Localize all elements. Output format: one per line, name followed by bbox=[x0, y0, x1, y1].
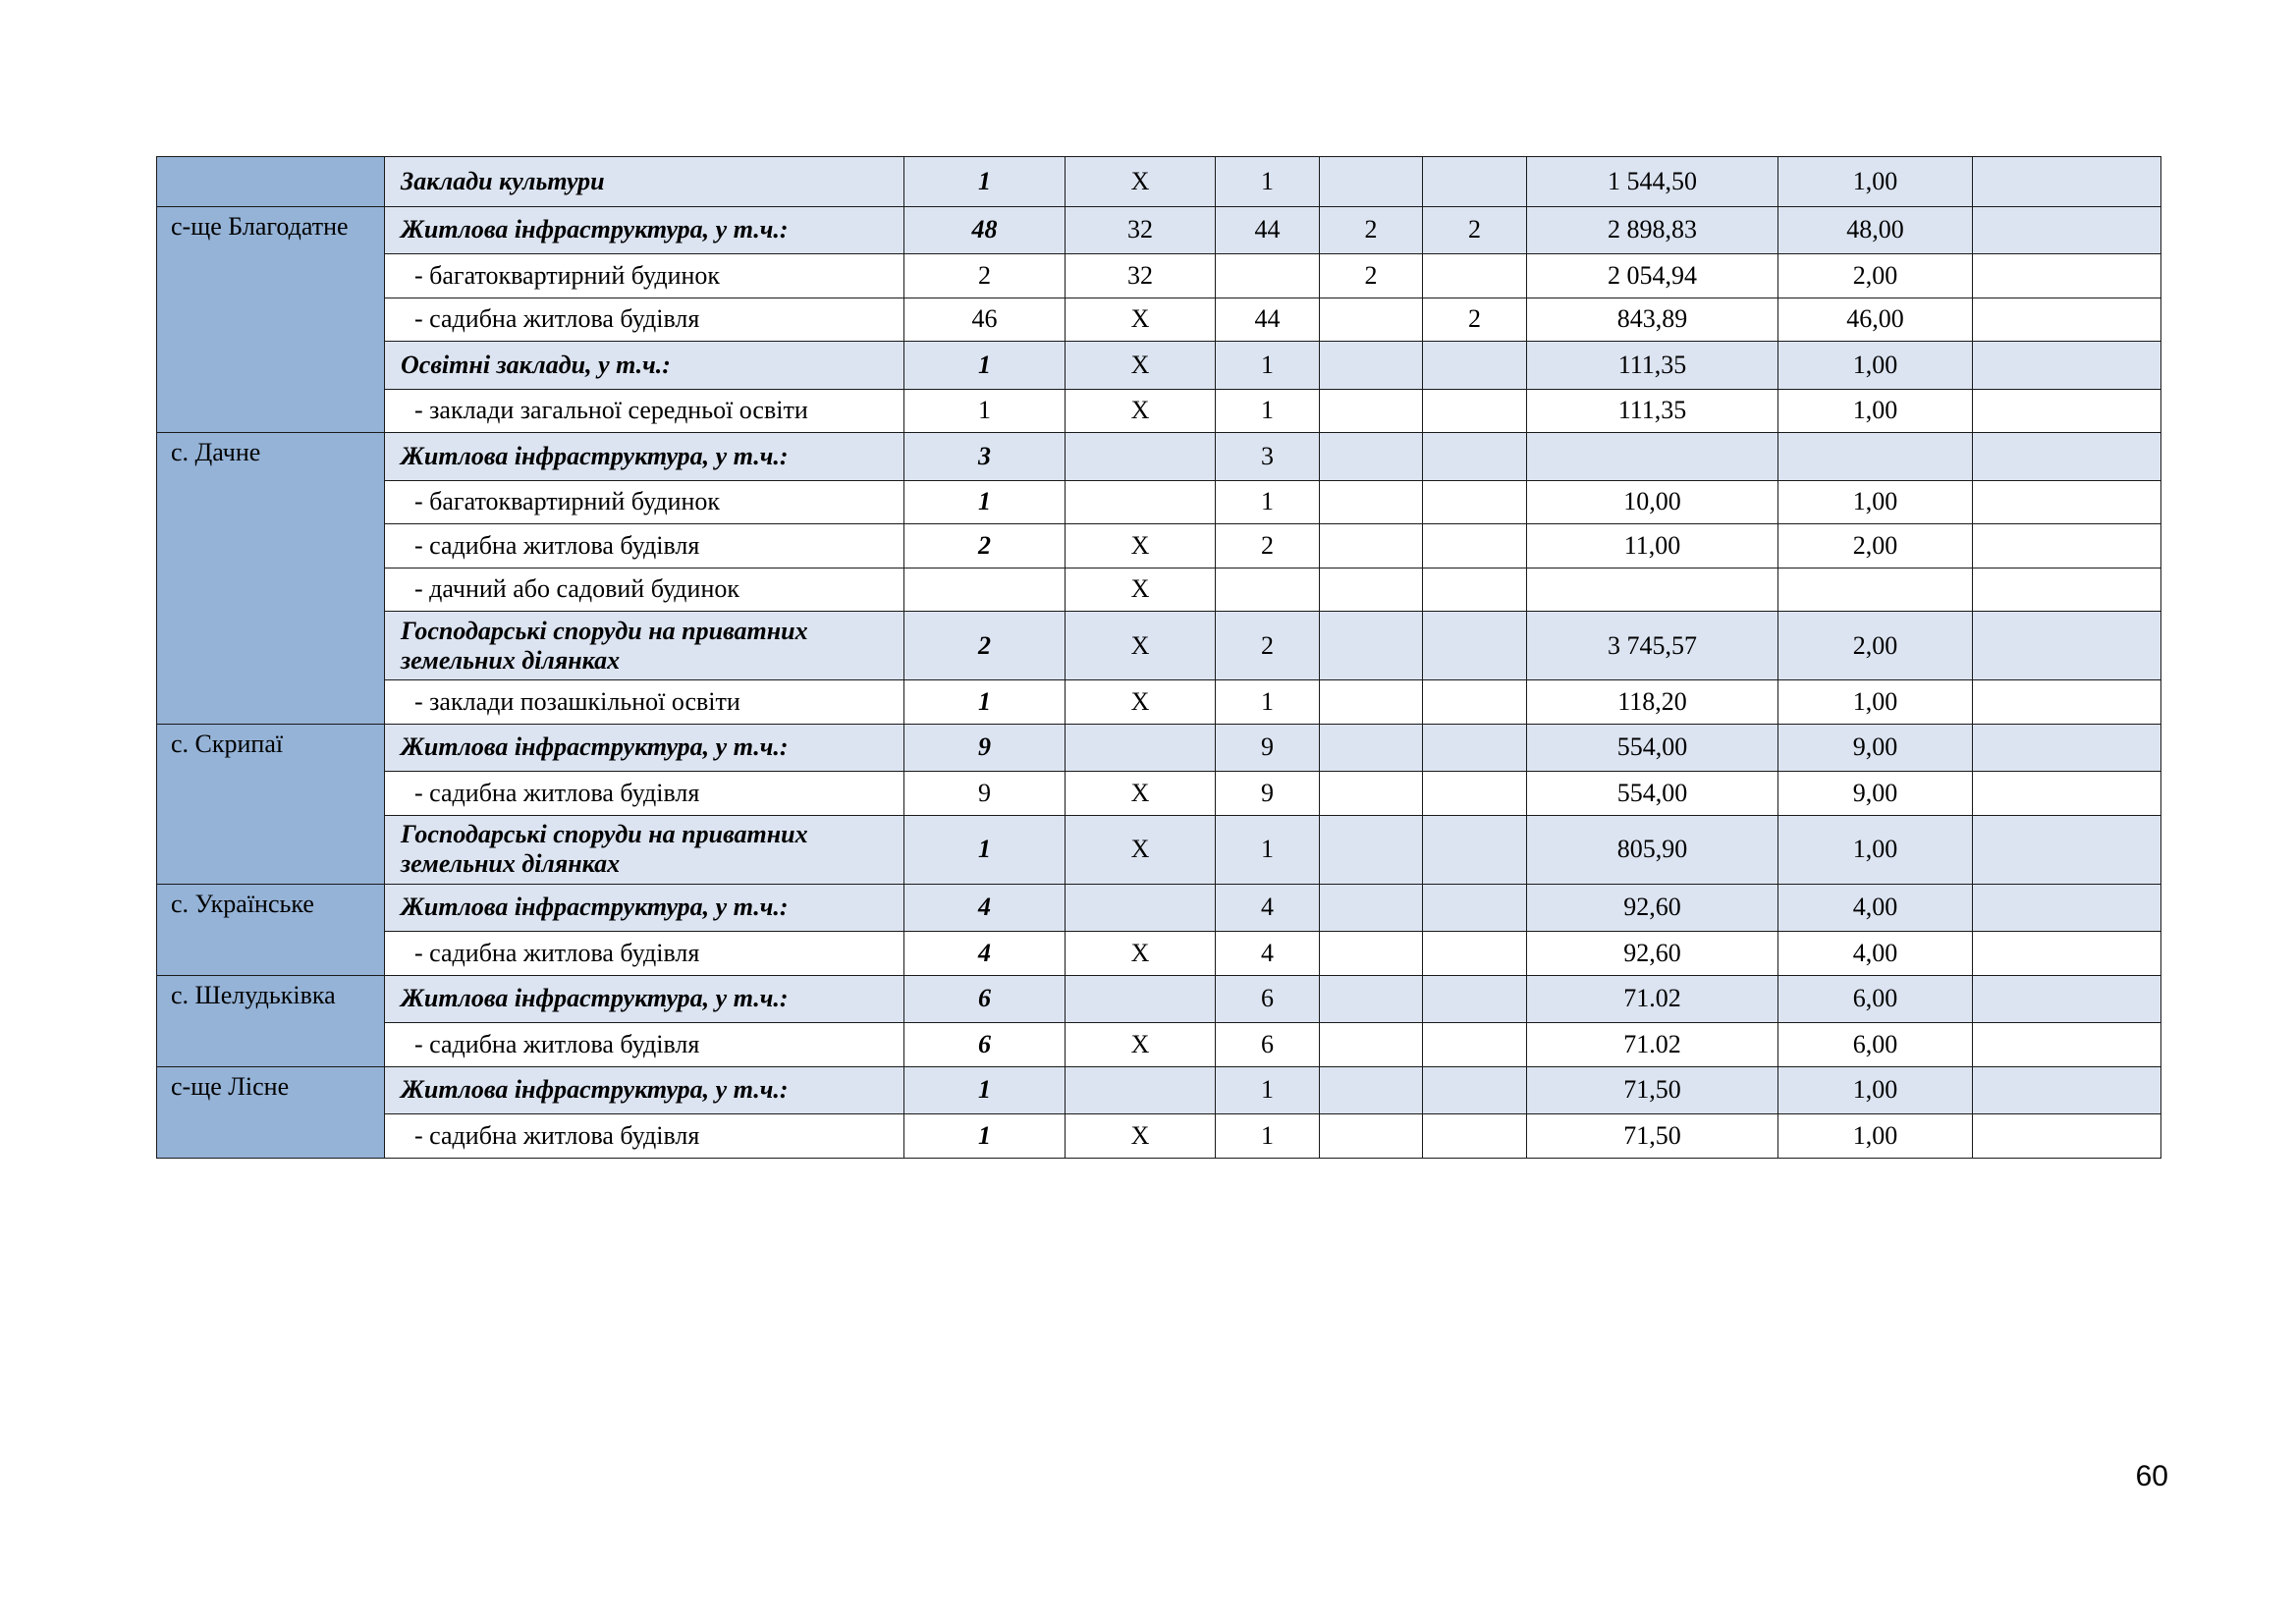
table-row bbox=[157, 884, 2161, 932]
area-cell bbox=[1527, 568, 1778, 612]
item-name-cell: - заклади позашкільної освіти bbox=[385, 680, 904, 725]
total-cell: 1 bbox=[904, 1114, 1066, 1159]
empty-cell bbox=[1973, 254, 2161, 298]
count-cell: 2,00 bbox=[1778, 254, 1973, 298]
col2-cell bbox=[1320, 612, 1423, 680]
col1-cell: 6 bbox=[1216, 975, 1320, 1023]
x-cell bbox=[1066, 480, 1216, 524]
area-cell: 554,00 bbox=[1527, 772, 1778, 816]
count-cell: 46,00 bbox=[1778, 298, 1973, 342]
total-cell: 9 bbox=[904, 724, 1066, 772]
x-cell: X bbox=[1066, 932, 1216, 976]
empty-cell bbox=[1973, 772, 2161, 816]
area-cell: 71,50 bbox=[1527, 1066, 1778, 1114]
settlement-cell: с-ще Благодатне bbox=[157, 206, 385, 433]
total-cell: 46 bbox=[904, 298, 1066, 342]
settlement-cell: с. Дачне bbox=[157, 433, 385, 725]
empty-cell bbox=[1973, 884, 2161, 932]
table-row bbox=[157, 157, 2161, 207]
col3-cell bbox=[1423, 772, 1527, 816]
col1-cell: 1 bbox=[1216, 480, 1320, 524]
count-cell: 1,00 bbox=[1778, 157, 1973, 207]
count-cell: 48,00 bbox=[1778, 206, 1973, 254]
table-row bbox=[157, 254, 2161, 298]
col1-cell: 1 bbox=[1216, 342, 1320, 390]
total-cell: 1 bbox=[904, 389, 1066, 433]
empty-cell bbox=[1973, 932, 2161, 976]
col1-cell: 1 bbox=[1216, 389, 1320, 433]
x-cell bbox=[1066, 724, 1216, 772]
empty-cell bbox=[1973, 1023, 2161, 1067]
x-cell bbox=[1066, 975, 1216, 1023]
count-cell: 9,00 bbox=[1778, 724, 1973, 772]
table-row bbox=[157, 724, 2161, 772]
x-cell: X bbox=[1066, 298, 1216, 342]
item-name-cell: Житлова інфраструктура, у т.ч.: bbox=[385, 1066, 904, 1114]
count-cell: 9,00 bbox=[1778, 772, 1973, 816]
table-row bbox=[157, 524, 2161, 568]
table-row bbox=[157, 612, 2161, 680]
empty-cell bbox=[1973, 206, 2161, 254]
settlement-cell bbox=[157, 157, 385, 207]
col2-cell: 2 bbox=[1320, 206, 1423, 254]
col2-cell bbox=[1320, 724, 1423, 772]
table-row bbox=[157, 772, 2161, 816]
col2-cell bbox=[1320, 680, 1423, 725]
table-row bbox=[157, 1114, 2161, 1159]
col1-cell: 1 bbox=[1216, 157, 1320, 207]
count-cell: 1,00 bbox=[1778, 342, 1973, 390]
x-cell: X bbox=[1066, 772, 1216, 816]
empty-cell bbox=[1973, 680, 2161, 725]
item-name-cell: Житлова інфраструктура, у т.ч.: bbox=[385, 206, 904, 254]
col3-cell bbox=[1423, 157, 1527, 207]
col2-cell bbox=[1320, 1066, 1423, 1114]
area-cell: 71,50 bbox=[1527, 1114, 1778, 1159]
col1-cell: 9 bbox=[1216, 772, 1320, 816]
col3-cell bbox=[1423, 612, 1527, 680]
empty-cell bbox=[1973, 157, 2161, 207]
col2-cell bbox=[1320, 772, 1423, 816]
count-cell: 1,00 bbox=[1778, 1114, 1973, 1159]
area-cell: 111,35 bbox=[1527, 389, 1778, 433]
area-cell: 71.02 bbox=[1527, 975, 1778, 1023]
col3-cell bbox=[1423, 1066, 1527, 1114]
total-cell: 1 bbox=[904, 342, 1066, 390]
col1-cell bbox=[1216, 254, 1320, 298]
col3-cell bbox=[1423, 568, 1527, 612]
count-cell bbox=[1778, 433, 1973, 481]
infrastructure-table bbox=[156, 156, 2161, 1159]
table-row bbox=[157, 1023, 2161, 1067]
x-cell: X bbox=[1066, 157, 1216, 207]
col2-cell bbox=[1320, 157, 1423, 207]
item-name-cell: - багатоквартирний будинок bbox=[385, 254, 904, 298]
count-cell bbox=[1778, 568, 1973, 612]
table-row bbox=[157, 975, 2161, 1023]
total-cell: 1 bbox=[904, 680, 1066, 725]
col3-cell bbox=[1423, 884, 1527, 932]
col2-cell: 2 bbox=[1320, 254, 1423, 298]
empty-cell bbox=[1973, 1114, 2161, 1159]
settlement-cell: с. Українське bbox=[157, 884, 385, 975]
col2-cell bbox=[1320, 389, 1423, 433]
x-cell: X bbox=[1066, 680, 1216, 725]
col2-cell bbox=[1320, 433, 1423, 481]
table-row bbox=[157, 206, 2161, 254]
total-cell: 1 bbox=[904, 480, 1066, 524]
count-cell: 1,00 bbox=[1778, 680, 1973, 725]
item-name-cell: - садибна житлова будівля bbox=[385, 1114, 904, 1159]
settlement-cell: с-ще Лісне bbox=[157, 1066, 385, 1158]
col1-cell: 2 bbox=[1216, 524, 1320, 568]
col2-cell bbox=[1320, 815, 1423, 884]
area-cell: 2 898,83 bbox=[1527, 206, 1778, 254]
col1-cell: 3 bbox=[1216, 433, 1320, 481]
count-cell: 4,00 bbox=[1778, 884, 1973, 932]
col3-cell bbox=[1423, 524, 1527, 568]
item-name-cell: Господарські споруди на приватних земельних ділянках bbox=[385, 612, 904, 680]
empty-cell bbox=[1973, 298, 2161, 342]
count-cell: 1,00 bbox=[1778, 480, 1973, 524]
table-row bbox=[157, 568, 2161, 612]
col1-cell bbox=[1216, 568, 1320, 612]
empty-cell bbox=[1973, 433, 2161, 481]
count-cell: 1,00 bbox=[1778, 815, 1973, 884]
area-cell: 111,35 bbox=[1527, 342, 1778, 390]
empty-cell bbox=[1973, 815, 2161, 884]
count-cell: 1,00 bbox=[1778, 1066, 1973, 1114]
item-name-cell: Освітні заклади, у т.ч.: bbox=[385, 342, 904, 390]
x-cell: X bbox=[1066, 568, 1216, 612]
x-cell bbox=[1066, 1066, 1216, 1114]
total-cell: 6 bbox=[904, 1023, 1066, 1067]
total-cell: 4 bbox=[904, 932, 1066, 976]
total-cell: 2 bbox=[904, 254, 1066, 298]
col1-cell: 1 bbox=[1216, 1066, 1320, 1114]
table-row bbox=[157, 342, 2161, 390]
col1-cell: 2 bbox=[1216, 612, 1320, 680]
empty-cell bbox=[1973, 342, 2161, 390]
col3-cell bbox=[1423, 932, 1527, 976]
item-name-cell: - заклади загальної середньої освіти bbox=[385, 389, 904, 433]
empty-cell bbox=[1973, 1066, 2161, 1114]
settlement-cell: с. Скрипаї bbox=[157, 724, 385, 884]
area-cell: 554,00 bbox=[1527, 724, 1778, 772]
col3-cell bbox=[1423, 975, 1527, 1023]
col2-cell bbox=[1320, 1023, 1423, 1067]
col3-cell bbox=[1423, 480, 1527, 524]
area-cell: 843,89 bbox=[1527, 298, 1778, 342]
col1-cell: 44 bbox=[1216, 298, 1320, 342]
empty-cell bbox=[1973, 975, 2161, 1023]
total-cell: 48 bbox=[904, 206, 1066, 254]
table-row bbox=[157, 298, 2161, 342]
col2-cell bbox=[1320, 342, 1423, 390]
item-name-cell: - садибна житлова будівля bbox=[385, 772, 904, 816]
x-cell: X bbox=[1066, 1023, 1216, 1067]
item-name-cell: Житлова інфраструктура, у т.ч.: bbox=[385, 433, 904, 481]
count-cell: 2,00 bbox=[1778, 524, 1973, 568]
col1-cell: 6 bbox=[1216, 1023, 1320, 1067]
x-cell bbox=[1066, 884, 1216, 932]
table-row bbox=[157, 680, 2161, 725]
x-cell: X bbox=[1066, 524, 1216, 568]
col1-cell: 4 bbox=[1216, 884, 1320, 932]
total-cell: 2 bbox=[904, 524, 1066, 568]
col3-cell bbox=[1423, 342, 1527, 390]
total-cell: 1 bbox=[904, 1066, 1066, 1114]
x-cell: X bbox=[1066, 612, 1216, 680]
table-row bbox=[157, 389, 2161, 433]
col3-cell bbox=[1423, 433, 1527, 481]
area-cell: 92,60 bbox=[1527, 932, 1778, 976]
table-row bbox=[157, 932, 2161, 976]
area-cell: 2 054,94 bbox=[1527, 254, 1778, 298]
area-cell: 118,20 bbox=[1527, 680, 1778, 725]
page-number: 60 bbox=[2135, 1460, 2168, 1492]
col3-cell bbox=[1423, 815, 1527, 884]
item-name-cell: - садибна житлова будівля bbox=[385, 524, 904, 568]
x-cell: X bbox=[1066, 815, 1216, 884]
area-cell: 71.02 bbox=[1527, 1023, 1778, 1067]
area-cell: 11,00 bbox=[1527, 524, 1778, 568]
total-cell: 6 bbox=[904, 975, 1066, 1023]
count-cell: 6,00 bbox=[1778, 975, 1973, 1023]
area-cell bbox=[1527, 433, 1778, 481]
col2-cell bbox=[1320, 932, 1423, 976]
table-row bbox=[157, 815, 2161, 884]
total-cell bbox=[904, 568, 1066, 612]
item-name-cell: Житлова інфраструктура, у т.ч.: bbox=[385, 724, 904, 772]
table-row bbox=[157, 480, 2161, 524]
total-cell: 1 bbox=[904, 815, 1066, 884]
settlement-cell: с. Шелудьківка bbox=[157, 975, 385, 1066]
col3-cell: 2 bbox=[1423, 206, 1527, 254]
col2-cell bbox=[1320, 568, 1423, 612]
item-name-cell: - садибна житлова будівля bbox=[385, 932, 904, 976]
x-cell: 32 bbox=[1066, 254, 1216, 298]
total-cell: 4 bbox=[904, 884, 1066, 932]
item-name-cell: - багатоквартирний будинок bbox=[385, 480, 904, 524]
col2-cell bbox=[1320, 524, 1423, 568]
col1-cell: 4 bbox=[1216, 932, 1320, 976]
x-cell bbox=[1066, 433, 1216, 481]
empty-cell bbox=[1973, 389, 2161, 433]
col3-cell bbox=[1423, 254, 1527, 298]
item-name-cell: Господарські споруди на приватних земельних ділянках bbox=[385, 815, 904, 884]
table-row bbox=[157, 1066, 2161, 1114]
col2-cell bbox=[1320, 480, 1423, 524]
count-cell: 4,00 bbox=[1778, 932, 1973, 976]
col1-cell: 1 bbox=[1216, 1114, 1320, 1159]
total-cell: 1 bbox=[904, 157, 1066, 207]
item-name-cell: - садибна житлова будівля bbox=[385, 298, 904, 342]
empty-cell bbox=[1973, 524, 2161, 568]
count-cell: 1,00 bbox=[1778, 389, 1973, 433]
col1-cell: 9 bbox=[1216, 724, 1320, 772]
col3-cell bbox=[1423, 1114, 1527, 1159]
col3-cell bbox=[1423, 1023, 1527, 1067]
item-name-cell: - садибна житлова будівля bbox=[385, 1023, 904, 1067]
col3-cell bbox=[1423, 680, 1527, 725]
x-cell: 32 bbox=[1066, 206, 1216, 254]
count-cell: 6,00 bbox=[1778, 1023, 1973, 1067]
area-cell: 3 745,57 bbox=[1527, 612, 1778, 680]
col3-cell bbox=[1423, 724, 1527, 772]
empty-cell bbox=[1973, 568, 2161, 612]
table-row bbox=[157, 433, 2161, 481]
col2-cell bbox=[1320, 884, 1423, 932]
area-cell: 10,00 bbox=[1527, 480, 1778, 524]
count-cell: 2,00 bbox=[1778, 612, 1973, 680]
item-name-cell: Житлова інфраструктура, у т.ч.: bbox=[385, 884, 904, 932]
x-cell: X bbox=[1066, 389, 1216, 433]
x-cell: X bbox=[1066, 1114, 1216, 1159]
col1-cell: 1 bbox=[1216, 680, 1320, 725]
total-cell: 2 bbox=[904, 612, 1066, 680]
item-name-cell: - дачний або садовий будинок bbox=[385, 568, 904, 612]
col2-cell bbox=[1320, 298, 1423, 342]
col2-cell bbox=[1320, 975, 1423, 1023]
col3-cell: 2 bbox=[1423, 298, 1527, 342]
col1-cell: 44 bbox=[1216, 206, 1320, 254]
area-cell: 92,60 bbox=[1527, 884, 1778, 932]
empty-cell bbox=[1973, 480, 2161, 524]
item-name-cell: Житлова інфраструктура, у т.ч.: bbox=[385, 975, 904, 1023]
item-name-cell: Заклади культури bbox=[385, 157, 904, 207]
col3-cell bbox=[1423, 389, 1527, 433]
col2-cell bbox=[1320, 1114, 1423, 1159]
col1-cell: 1 bbox=[1216, 815, 1320, 884]
empty-cell bbox=[1973, 612, 2161, 680]
area-cell: 805,90 bbox=[1527, 815, 1778, 884]
x-cell: X bbox=[1066, 342, 1216, 390]
total-cell: 3 bbox=[904, 433, 1066, 481]
area-cell: 1 544,50 bbox=[1527, 157, 1778, 207]
total-cell: 9 bbox=[904, 772, 1066, 816]
empty-cell bbox=[1973, 724, 2161, 772]
